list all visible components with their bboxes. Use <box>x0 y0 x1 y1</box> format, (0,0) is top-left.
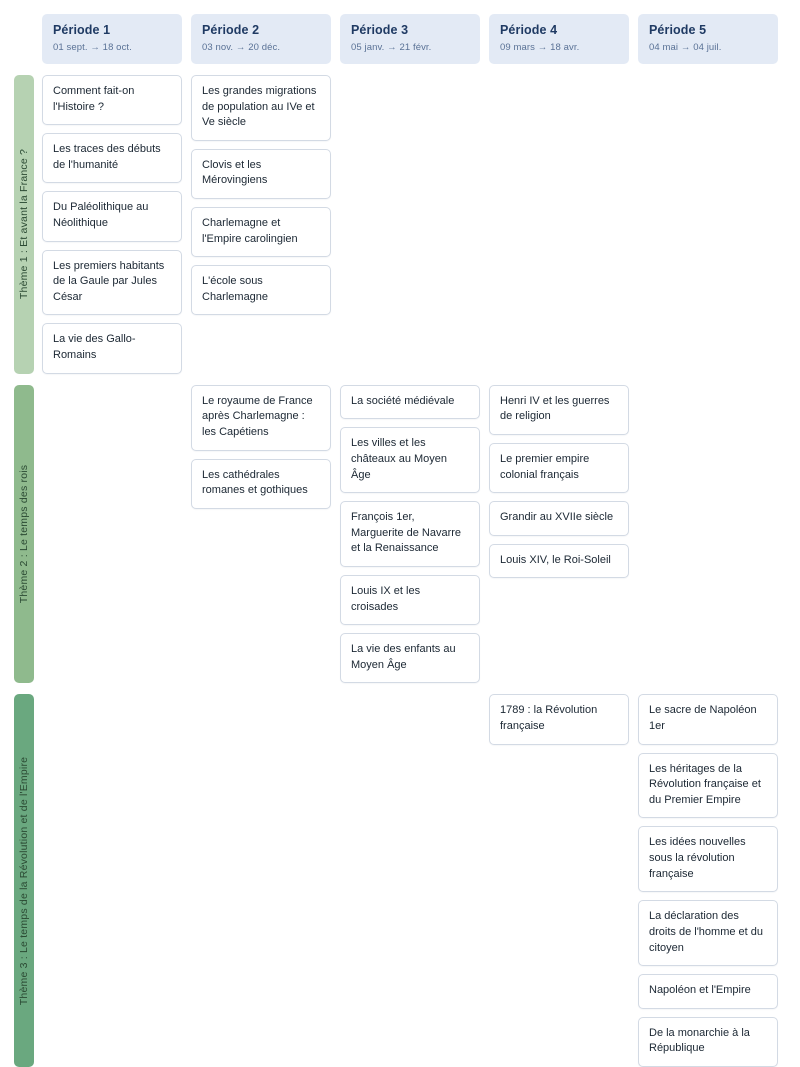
lesson-card[interactable]: Le royaume de France après Charlemagne : les Capétiens <box>191 385 331 451</box>
period-dates: 05 janv. → 21 févr. <box>351 42 432 53</box>
lesson-card[interactable]: Clovis et les Mérovingiens <box>191 149 331 199</box>
period-header-3[interactable] <box>340 14 480 64</box>
lesson-card[interactable]: 1789 : la Révolution française <box>489 694 629 744</box>
theme-1-period-2-column <box>191 75 331 315</box>
lesson-card[interactable]: Louis XIV, le Roi-Soleil <box>489 544 629 579</box>
theme-row <box>0 75 800 374</box>
period-title: Période 1 <box>53 23 111 37</box>
theme-label-1[interactable] <box>14 75 34 374</box>
theme-label-text: Thème 2 : Le temps des rois <box>18 464 30 604</box>
lesson-card[interactable]: Les grandes migrations de population au IVe et Ve siècle <box>191 75 331 141</box>
lesson-card[interactable]: Charlemagne et l'Empire carolingien <box>191 207 331 257</box>
period-title: Période 3 <box>351 23 409 37</box>
lesson-card[interactable]: Les cathédrales romanes et gothiques <box>191 459 331 509</box>
lesson-card[interactable]: Napoléon et l'Empire <box>638 974 778 1009</box>
theme-label-2[interactable] <box>14 385 34 684</box>
theme-2-period-2-column <box>191 385 331 509</box>
theme-label-text: Thème 1 : Et avant la France ? <box>18 149 30 300</box>
period-header-1[interactable] <box>42 14 182 64</box>
period-header-5[interactable] <box>638 14 778 64</box>
lesson-card[interactable]: Du Paléolithique au Néolithique <box>42 191 182 241</box>
theme-row <box>0 694 800 1067</box>
period-title: Période 4 <box>500 23 558 37</box>
theme-3-period-5-column <box>638 694 778 1067</box>
theme-2-period-3-column <box>340 385 480 684</box>
theme-2-period-4-column <box>489 385 629 579</box>
lesson-card[interactable]: Les idées nouvelles sous la révolution française <box>638 826 778 892</box>
lesson-card[interactable]: Le sacre de Napoléon 1er <box>638 694 778 744</box>
lesson-card[interactable]: La déclaration des droits de l'homme et du citoyen <box>638 900 778 966</box>
lesson-card[interactable]: Le premier empire colonial français <box>489 443 629 493</box>
lesson-card[interactable]: De la monarchie à la République <box>638 1017 778 1067</box>
theme-row <box>0 385 800 684</box>
theme-label-text: Thème 3 : Le temps de la Révolution et de l'Empire <box>18 756 30 1005</box>
period-dates: 09 mars → 18 avr. <box>500 42 580 53</box>
period-header-row <box>0 14 800 64</box>
theme-columns <box>42 75 800 374</box>
period-dates: 01 sept. → 18 oct. <box>53 42 132 53</box>
lesson-card[interactable]: L'école sous Charlemagne <box>191 265 331 315</box>
lesson-card[interactable]: Comment fait-on l'Histoire ? <box>42 75 182 125</box>
lesson-card[interactable]: François 1er, Marguerite de Navarre et la Renaissance <box>340 501 480 567</box>
lesson-card[interactable]: Grandir au XVIIe siècle <box>489 501 629 536</box>
lesson-card[interactable]: Les héritages de la Révolution française et du Premier Empire <box>638 753 778 819</box>
lesson-card[interactable]: Louis IX et les croisades <box>340 575 480 625</box>
theme-columns <box>42 385 800 684</box>
theme-rows <box>0 75 800 1067</box>
lesson-card[interactable]: La société médiévale <box>340 385 480 420</box>
period-dates: 04 mai → 04 juil. <box>649 42 722 53</box>
theme-label-3[interactable] <box>14 694 34 1067</box>
period-title: Période 2 <box>202 23 260 37</box>
period-dates: 03 nov. → 20 déc. <box>202 42 281 53</box>
lesson-card[interactable]: La vie des enfants au Moyen Âge <box>340 633 480 683</box>
theme-1-period-1-column <box>42 75 182 374</box>
period-header-2[interactable] <box>191 14 331 64</box>
lesson-card[interactable]: Henri IV et les guerres de religion <box>489 385 629 435</box>
lesson-card[interactable]: La vie des Gallo-Romains <box>42 323 182 373</box>
theme-3-period-4-column <box>489 694 629 744</box>
period-header-4[interactable] <box>489 14 629 64</box>
period-title: Période 5 <box>649 23 707 37</box>
lesson-card[interactable]: Les villes et les châteaux au Moyen Âge <box>340 427 480 493</box>
lesson-card[interactable]: Les premiers habitants de la Gaule par Jules César <box>42 250 182 316</box>
lesson-card[interactable]: Les traces des débuts de l'humanité <box>42 133 182 183</box>
theme-columns <box>42 694 800 1067</box>
